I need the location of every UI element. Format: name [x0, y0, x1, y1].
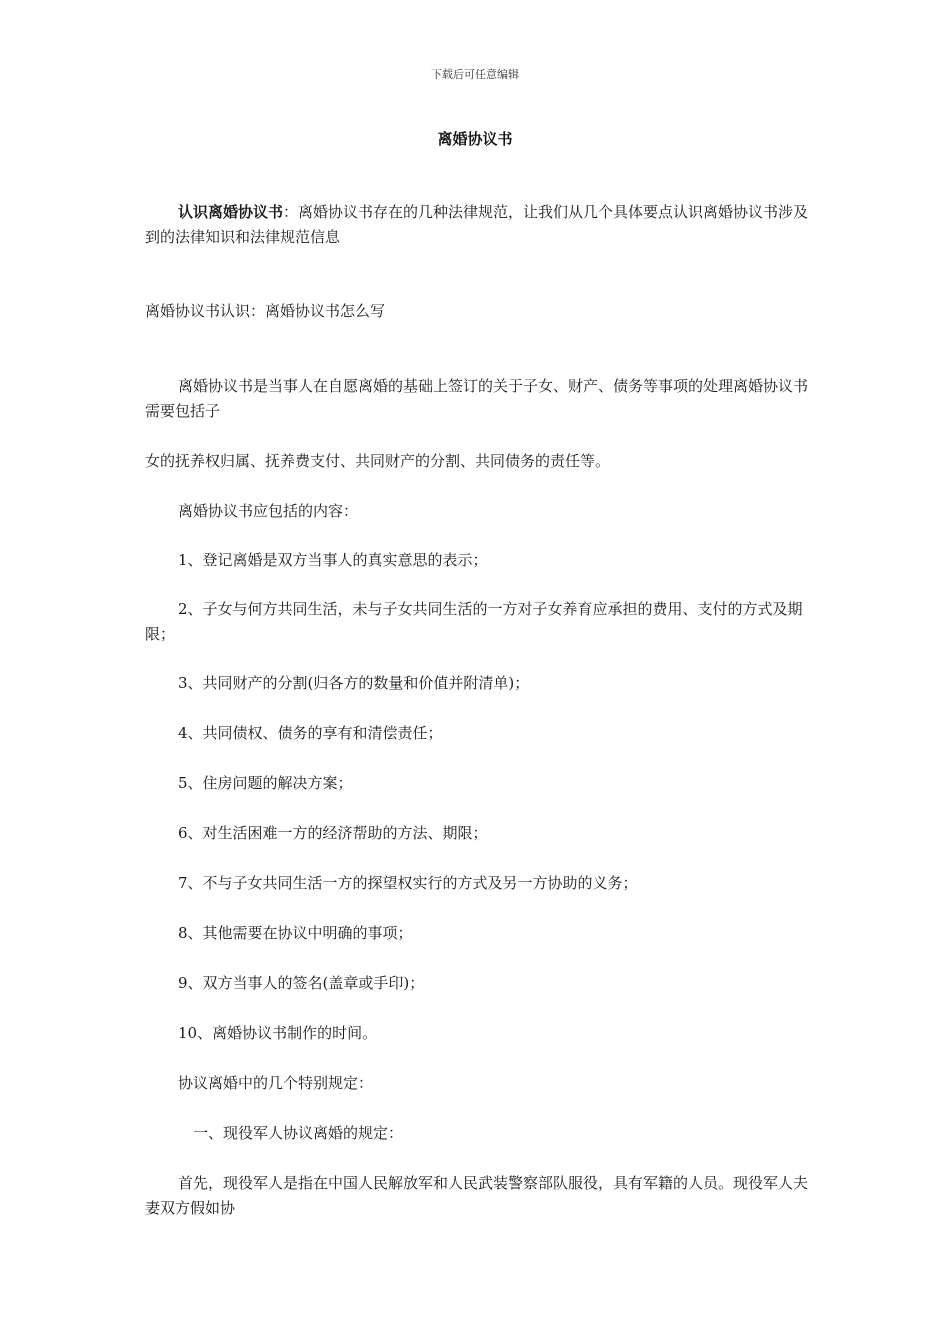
list-item: 7、不与子女共同生活一方的探望权实行的方式及另一方协助的义务；	[178, 874, 638, 892]
special-subheading: 一、现役军人协议离婚的规定：	[193, 1124, 404, 1142]
special-heading: 协议离婚中的几个特别规定：	[178, 1074, 374, 1092]
intro-text: ：离婚协议书存在的几种法律规范，让我们从几个具体要点认识离婚协议书涉及到的法律知识和法律规范信息	[145, 203, 809, 246]
intro-paragraph	[145, 200, 810, 250]
list-item: 10、离婚协议书制作的时间。	[178, 1024, 378, 1042]
list-item: 4、共同债权、债务的享有和清偿责任；	[178, 724, 443, 742]
content-heading: 离婚协议书应包括的内容：	[178, 502, 359, 520]
list-item: 2、子女与何方共同生活，未与子女共同生活的一方对子女养育应承担的费用、支付的方式及期限；	[145, 600, 803, 643]
last-paragraph: 首先，现役军人是指在中国人民解放军和人民武装警察部队服役，具有军籍的人员。现役军人夫妻双方假如协	[145, 1174, 809, 1217]
list-item: 3、共同财产的分割(归各方的数量和价值并附清单)；	[178, 674, 530, 692]
list-item: 6、对生活困难一方的经济帮助的方法、期限；	[178, 824, 488, 842]
intro-bold-label: 认识离婚协议书	[178, 203, 284, 221]
list-item: 8、其他需要在协议中明确的事项；	[178, 924, 413, 942]
paragraph-1: 离婚协议书是当事人在自愿离婚的基础上签订的关于子女、财产、债务等事项的处理离婚协议书需要包括子	[145, 377, 809, 420]
paragraph-2: 女的抚养权归属、抚养费支付、共同财产的分割、共同债务的责任等。	[145, 452, 611, 470]
list-item: 5、住房问题的解决方案；	[178, 774, 353, 792]
document-title: 离婚协议书	[437, 130, 513, 148]
subheading: 离婚协议书认识：离婚协议书怎么写	[145, 302, 386, 320]
list-item: 1、登记离婚是双方当事人的真实意思的表示；	[178, 551, 488, 569]
list-item: 9、双方当事人的签名(盖章或手印)；	[178, 974, 425, 992]
header-note: 下载后可任意编辑	[431, 68, 519, 81]
